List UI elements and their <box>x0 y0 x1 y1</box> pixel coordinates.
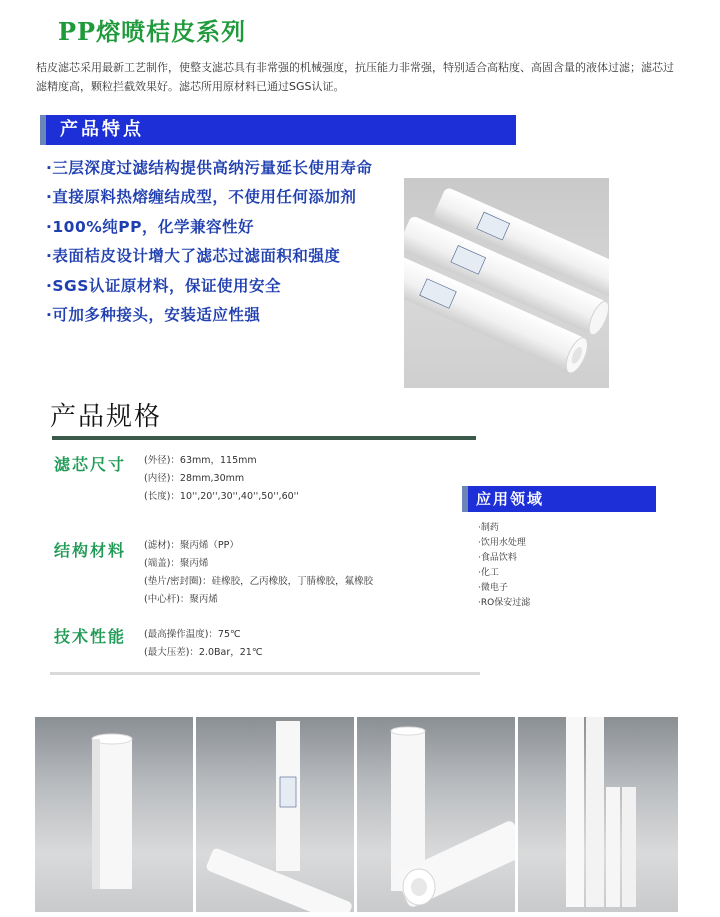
spec-item: (滤材)：聚丙烯（PP） <box>144 540 239 551</box>
specs-heading: 产品规格 <box>50 402 163 432</box>
product-photo-2 <box>196 717 354 912</box>
product-photo-strip <box>35 717 678 912</box>
spec-item: (端盖)：聚丙烯 <box>144 558 209 569</box>
application-item: ·微电子 <box>478 583 508 593</box>
intro-paragraph: 桔皮滤芯采用最新工艺制作，使整支滤芯具有非常强的机械强度，抗压能力非常强，特别适合高粘度、高固含量的液体过滤；滤芯过滤精度高，颗粒拦截效果好。滤芯所用原材料已通过SGS认证。 <box>36 61 674 93</box>
specs-bottom-divider <box>50 672 480 675</box>
feature-item: ·直接原料热熔缠结成型，不使用任何添加剂 <box>46 188 357 206</box>
spec-item: (外径)：63mm，115mm <box>144 455 257 466</box>
product-photo-3 <box>357 717 515 912</box>
feature-item: ·SGS认证原材料，保证使用安全 <box>46 277 281 295</box>
feature-item: ·可加多种接头，安装适应性强 <box>46 306 261 324</box>
product-photo-1 <box>35 717 193 912</box>
applications-heading: 应用领域 <box>462 486 656 512</box>
spec-item: (最大压差)：2.0Bar，21℃ <box>144 647 263 658</box>
application-item: ·RO保安过滤 <box>478 598 531 608</box>
spec-label-size: 滤芯尺寸 <box>54 455 127 474</box>
spec-item: (垫片/密封圈)：硅橡胶，乙丙橡胶，丁腈橡胶，氟橡胶 <box>144 576 374 587</box>
features-heading: 产品特点 <box>40 115 516 145</box>
application-item: ·食品饮料 <box>478 553 517 563</box>
spec-item: (长度)：10'',20'',30'',40'',50'',60'' <box>144 491 299 502</box>
application-item: ·饮用水处理 <box>478 538 526 548</box>
cartridge-photo <box>404 178 609 388</box>
spec-item: (最高操作温度)：75℃ <box>144 629 241 640</box>
feature-item: ·100%纯PP，化学兼容性好 <box>46 218 254 236</box>
application-item: ·化工 <box>478 568 499 578</box>
spec-label-material: 结构材料 <box>54 541 127 560</box>
spec-item: (中心杆)：聚丙烯 <box>144 594 218 605</box>
feature-item: ·表面桔皮设计增大了滤芯过滤面积和强度 <box>46 247 341 265</box>
feature-item: ·三层深度过滤结构提供高纳污量延长使用寿命 <box>46 159 373 177</box>
page-title: PP熔喷桔皮系列 <box>58 17 247 46</box>
product-photo-4 <box>518 717 678 912</box>
application-item: ·制药 <box>478 523 499 533</box>
spec-item: (内径)：28mm,30mm <box>144 473 245 484</box>
spec-label-performance: 技术性能 <box>54 627 127 646</box>
specs-divider <box>52 436 476 440</box>
